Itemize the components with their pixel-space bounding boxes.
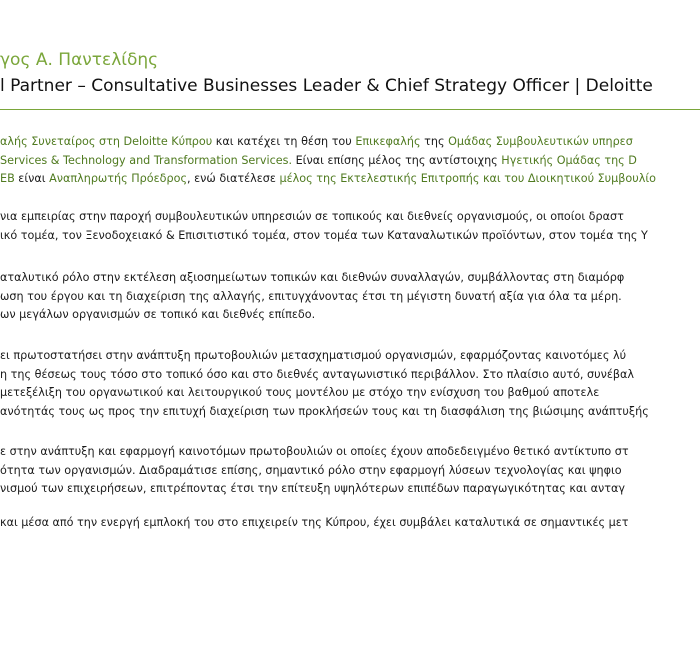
p1-line-1 (0, 133, 656, 152)
p1-l1-seg-1: αλής Συνεταίρος στη Deloitte Κύπρου (0, 135, 213, 148)
p6-line-1: και μέσα από την ενεργή εμπλοκή του στο επιχειρείν της Κύπρου, έχει συμβάλει καταλυτικά σε σημαντικές μετ (0, 516, 629, 529)
p3-line-1: αταλυτικό ρόλο στην εκτέλεση αξιοσημείωτων τοπικών και διεθνών συναλλαγών, συμβάλλοντας στη διαμόρφ (0, 271, 625, 284)
p5-line-2: ότητα των οργανισμών. Διαδραμάτισε επίσης, σημαντικό ρόλο στην εφαρμογή λύσεων τεχνολογίας και ψηφιο (0, 463, 622, 477)
p4-line-4: ανότητάς τους ως προς την επιτυχή διαχείριση των προκλήσεών τους και τη διασφάλιση της βιώσιμης ανάπτυξής (0, 405, 649, 419)
p1-l3-seg-3: Αναπληρωτής Πρόεδρος (49, 172, 188, 186)
p4-line-1: ει πρωτοστατήσει στην ανάπτυξη πρωτοβουλιών μετασχηματισμού οργανισμών, εφαρμόζοντας καινοτόμες λύ (0, 349, 627, 362)
p1-l1-seg-3: Επικεφαλής (355, 135, 421, 148)
profile-role: l Partner – Consultative Businesses Leader & Chief Strategy Officer | Deloitte (0, 76, 653, 96)
paragraph-2 (0, 208, 648, 245)
p2-line-2: ικό τομέα, τον Ξενοδοχειακό & Επισιτιστικό τομέα, στον τομέα των Καταναλωτικών προϊόντων, στον τομέα της Υ (0, 228, 648, 242)
p1-l2-seg-3: Ηγετικής Ομάδας της D (501, 153, 637, 167)
paragraph-4 (0, 347, 649, 422)
paragraph-6 (0, 514, 629, 533)
p5-line-3: νισμού των επιχειρήσεων, επιτρέποντας έτσι την επίτευξη υψηλότερων επιπέδων παραγωγικότητας και ανταγ (0, 482, 625, 496)
p1-l3-seg-4: , ενώ διατέλεσε (187, 172, 280, 186)
p1-line-2 (0, 152, 656, 171)
p1-l1-seg-4: της (420, 135, 449, 148)
p1-l2-seg-2: Είναι επίσης μέλος της αντίστοιχης (292, 153, 502, 167)
paragraph-1 (0, 133, 656, 189)
p3-line-3: ων μεγάλων οργανισμών σε τοπικό και διεθνές επίπεδο. (0, 308, 316, 322)
p1-l3-seg-1: ΕΒ (0, 172, 15, 186)
p5-line-1: ε στην ανάπτυξη και εφαρμογή καινοτόμων πρωτοβουλιών οι οποίες έχουν αποδεδειγμένο θετικό αντίκτυπο στ (0, 445, 629, 458)
p3-line-2: ωση του έργου και τη διαχείριση της αλλαγής, επιτυγχάνοντας έτσι τη μέγιστη δυνατή αξία για όλα τα μέρη. (0, 289, 622, 303)
p1-l1-seg-5: Ομάδας Συμβουλευτικών υπηρεσ (448, 135, 633, 148)
paragraph-3 (0, 269, 624, 325)
paragraph-5 (0, 443, 629, 499)
profile-name: γος Α. Παντελίδης (0, 50, 159, 70)
p1-l3-seg-5: μέλος της Εκτελεστικής Επιτροπής και του Διοικητικού Συμβουλίο (279, 172, 656, 186)
p2-line-1: νια εμπειρίας στην παροχή συμβουλευτικών υπηρεσιών σε τοπικούς και διεθνείς οργανισμούς, οι οποίοι δραστ (0, 210, 624, 223)
p4-line-3: μετεξέλιξη του οργανωτικού και λειτουργικού τους μοντέλου με στόχο την ενίσχυση του βαθμού αποτελε (0, 386, 600, 400)
p1-l2-seg-1: Services & Technology and Transformation Services. (0, 153, 293, 167)
p4-line-2: η της θέσεως τους τόσο στο τοπικό όσο και στο διεθνές ανταγωνιστικό περιβάλλον. Στο πλαίσιο αυτό, συνέβαλ (0, 367, 635, 381)
header-divider (0, 109, 700, 110)
p1-l1-seg-2: και κατέχει τη θέση του (212, 135, 356, 148)
p1-line-3 (0, 170, 656, 189)
p1-l3-seg-2: είναι (14, 172, 50, 186)
